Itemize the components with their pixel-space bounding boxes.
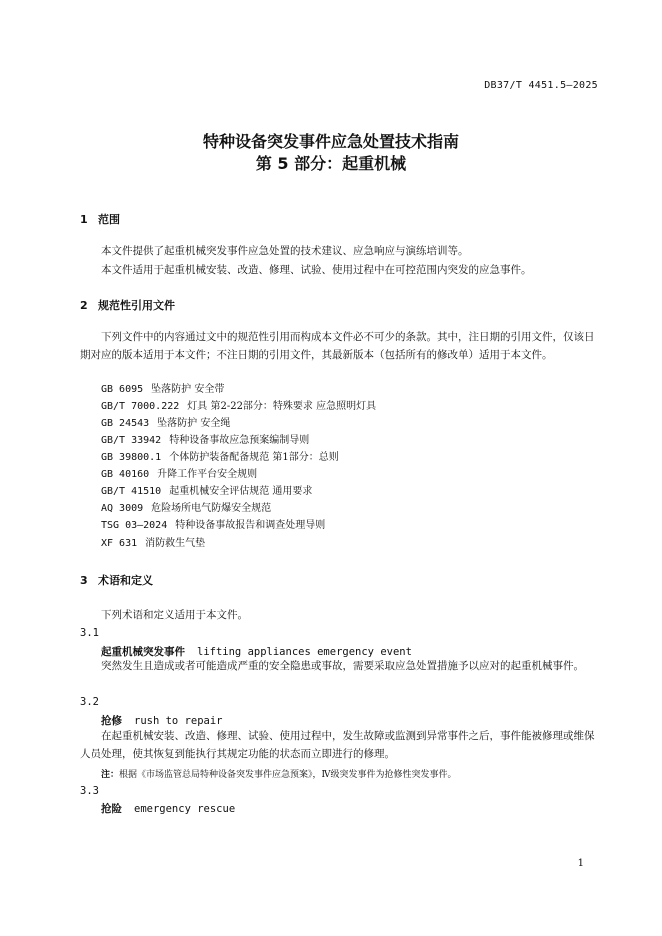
- section-title: 术语和定义: [98, 574, 153, 587]
- term-en: emergency rescue: [134, 803, 236, 815]
- reference-name: 坠落防护 安全带: [151, 384, 225, 395]
- term-note: [101, 767, 457, 780]
- reference-item: [101, 450, 339, 466]
- note-text: 根据《市场监管总局特种设备突发事件应急预案》，Ⅳ级突发事件为抢修性突发事件。: [119, 770, 457, 780]
- section-title: 范围: [98, 213, 120, 226]
- term-zh: 抢修: [101, 715, 122, 727]
- reference-code: GB/T 41510: [101, 486, 162, 497]
- standard-number: DB37/T 4451.5—2025: [484, 80, 598, 91]
- paragraph: 下列文件中的内容通过文中的规范性引用而构成本文件必不可少的条款。其中，注日期的引用文件，仅该日期对应的版本适用于本文件；不注日期的引用文件，其最新版本（包括所有的修改单）适用于本文件。: [80, 331, 595, 361]
- section-number: 2: [80, 299, 88, 312]
- reference-item: [101, 433, 309, 449]
- reference-name: 危险场所电气防爆安全规范: [151, 503, 272, 514]
- term-zh: 起重机械突发事件: [101, 646, 185, 658]
- reference-code: GB/T 33942: [101, 435, 162, 446]
- reference-name: 升降工作平台安全规则: [157, 469, 258, 480]
- reference-item: [101, 467, 257, 483]
- reference-name: 特种设备事故报告和调查处理导则: [175, 520, 326, 531]
- reference-item: [101, 501, 271, 517]
- reference-item: [101, 484, 312, 500]
- note-label: 注：: [101, 770, 120, 780]
- reference-name: 起重机械安全评估规范 通用要求: [169, 486, 313, 497]
- term-number: 3.1: [80, 627, 99, 639]
- reference-item: [101, 382, 224, 398]
- reference-code: GB 6095: [101, 384, 144, 395]
- reference-name: 特种设备事故应急预案编制导则: [169, 435, 310, 446]
- term-definition: 在起重机械安装、改造、修理、试验、使用过程中，发生故障或监测到异常事件之后，事件能被修理或维保人员处理，使其恢复到能执行其规定功能的状态而立即进行的修理。: [80, 730, 595, 760]
- term-heading: [101, 801, 235, 816]
- section-2-heading: [80, 297, 175, 313]
- reference-item: [101, 416, 230, 432]
- reference-name: 坠落防护 安全绳: [157, 418, 231, 429]
- reference-item: [101, 536, 205, 552]
- reference-name: 灯具 第2-22部分：特殊要求 应急照明灯具: [187, 401, 377, 412]
- paragraph: 下列术语和定义适用于本文件。: [101, 609, 248, 621]
- document-title: 特种设备突发事件应急处置技术指南: [202, 132, 459, 151]
- section-1-heading: [80, 211, 120, 227]
- reference-code: AQ 3009: [101, 503, 144, 514]
- reference-code: TSG 03—2024: [101, 520, 168, 531]
- term-number: 3.3: [80, 785, 99, 797]
- reference-code: GB 40160: [101, 469, 150, 480]
- reference-code: XF 631: [101, 538, 138, 549]
- paragraph: 本文件适用于起重机械安装、改造、修理、试验、使用过程中在可控范围内突发的应急事件。: [101, 264, 532, 276]
- paragraph: 本文件提供了起重机械突发事件应急处置的技术建议、应急响应与演练培训等。: [101, 245, 469, 257]
- term-en: lifting appliances emergency event: [197, 646, 412, 658]
- term-zh: 抢险: [101, 803, 122, 815]
- term-number: 3.2: [80, 696, 99, 708]
- section-number: 3: [80, 574, 88, 587]
- section-3-heading: [80, 572, 153, 588]
- reference-code: GB 24543: [101, 418, 150, 429]
- reference-code: GB/T 7000.222: [101, 401, 180, 412]
- reference-code: GB 39800.1: [101, 452, 162, 463]
- page-number: 1: [577, 858, 584, 869]
- document-subtitle: 第 5 部分：起重机械: [255, 154, 407, 173]
- reference-name: 消防救生气垫: [145, 538, 206, 549]
- term-heading: [101, 713, 223, 728]
- section-number: 1: [80, 213, 88, 226]
- reference-item: [101, 518, 325, 534]
- term-en: rush to repair: [134, 715, 223, 727]
- reference-item: [101, 399, 376, 415]
- term-definition: 突然发生且造成或者可能造成严重的安全隐患或事故，需要采取应急处置措施予以应对的起重机械事件。: [101, 660, 584, 672]
- reference-name: 个体防护装备配备规范 第1部分：总则: [169, 452, 339, 463]
- section-title: 规范性引用文件: [98, 299, 175, 312]
